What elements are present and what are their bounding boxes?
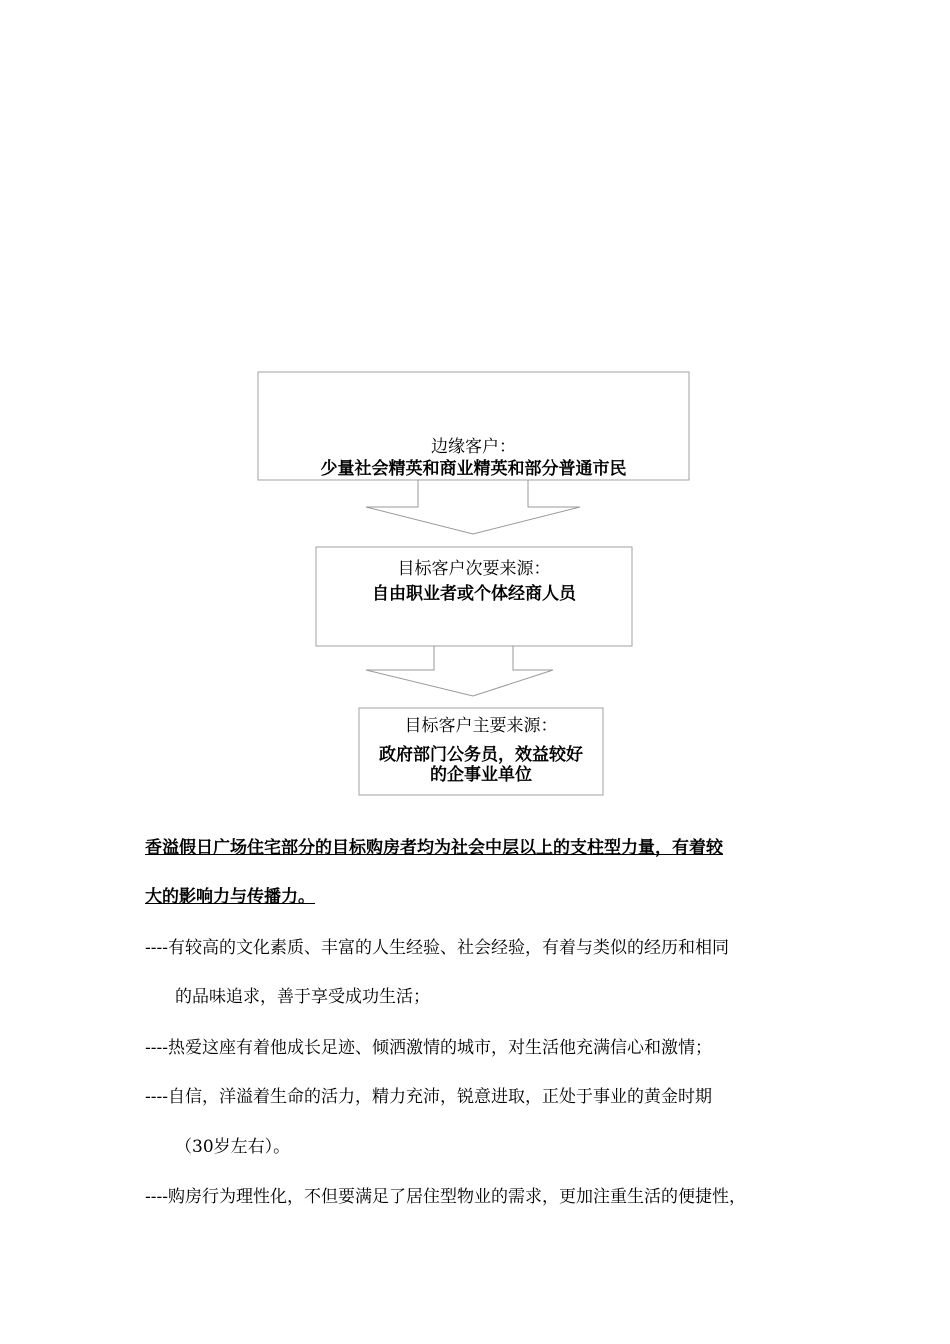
down-arrow-2 — [366, 646, 553, 696]
secondary-source-label: 目标客户次要来源： — [397, 559, 551, 579]
secondary-source-text — [316, 558, 632, 605]
secondary-source-content: 自由职业者或个体经商人员 — [372, 584, 576, 604]
down-arrow-1 — [366, 480, 580, 534]
primary-source-label: 目标客户主要来源： — [404, 716, 558, 736]
trait-4-line-1: ----购房行为理性化，不但要满足了居住型物业的需求，更加注重生活的便捷性， — [145, 1187, 746, 1207]
summary-line-1: 香溢假日广场住宅部分的目标购房者均为社会中层以上的支柱型力量，有着较 — [145, 838, 723, 858]
primary-source-text — [359, 715, 603, 785]
primary-source-content-2: 的企事业单位 — [430, 765, 532, 785]
summary-line-2: 大的影响力与传播力。 — [145, 887, 315, 907]
primary-source-content-1: 政府部门公务员，效益较好 — [379, 745, 583, 765]
edge-customer-text — [258, 436, 689, 480]
edge-customer-content: 少量社会精英和商业精英和部分普通市民 — [320, 459, 627, 479]
edge-customer-label: 边缘客户： — [431, 437, 516, 457]
trait-1-line-1: ----有较高的文化素质、丰富的人生经验、社会经验，有着与类似的经历和相同 — [145, 938, 729, 958]
trait-3-line-1: ----自信，洋溢着生命的活力，精力充沛，锐意进取，正处于事业的黄金时期 — [145, 1087, 712, 1107]
trait-3-line-2: （30岁左右）。 — [175, 1137, 291, 1157]
trait-1-line-2: 的品味追求，善于享受成功生活； — [175, 987, 430, 1007]
trait-2-line-1: ----热爱这座有着他成长足迹、倾洒激情的城市，对生活他充满信心和激情； — [145, 1038, 712, 1058]
